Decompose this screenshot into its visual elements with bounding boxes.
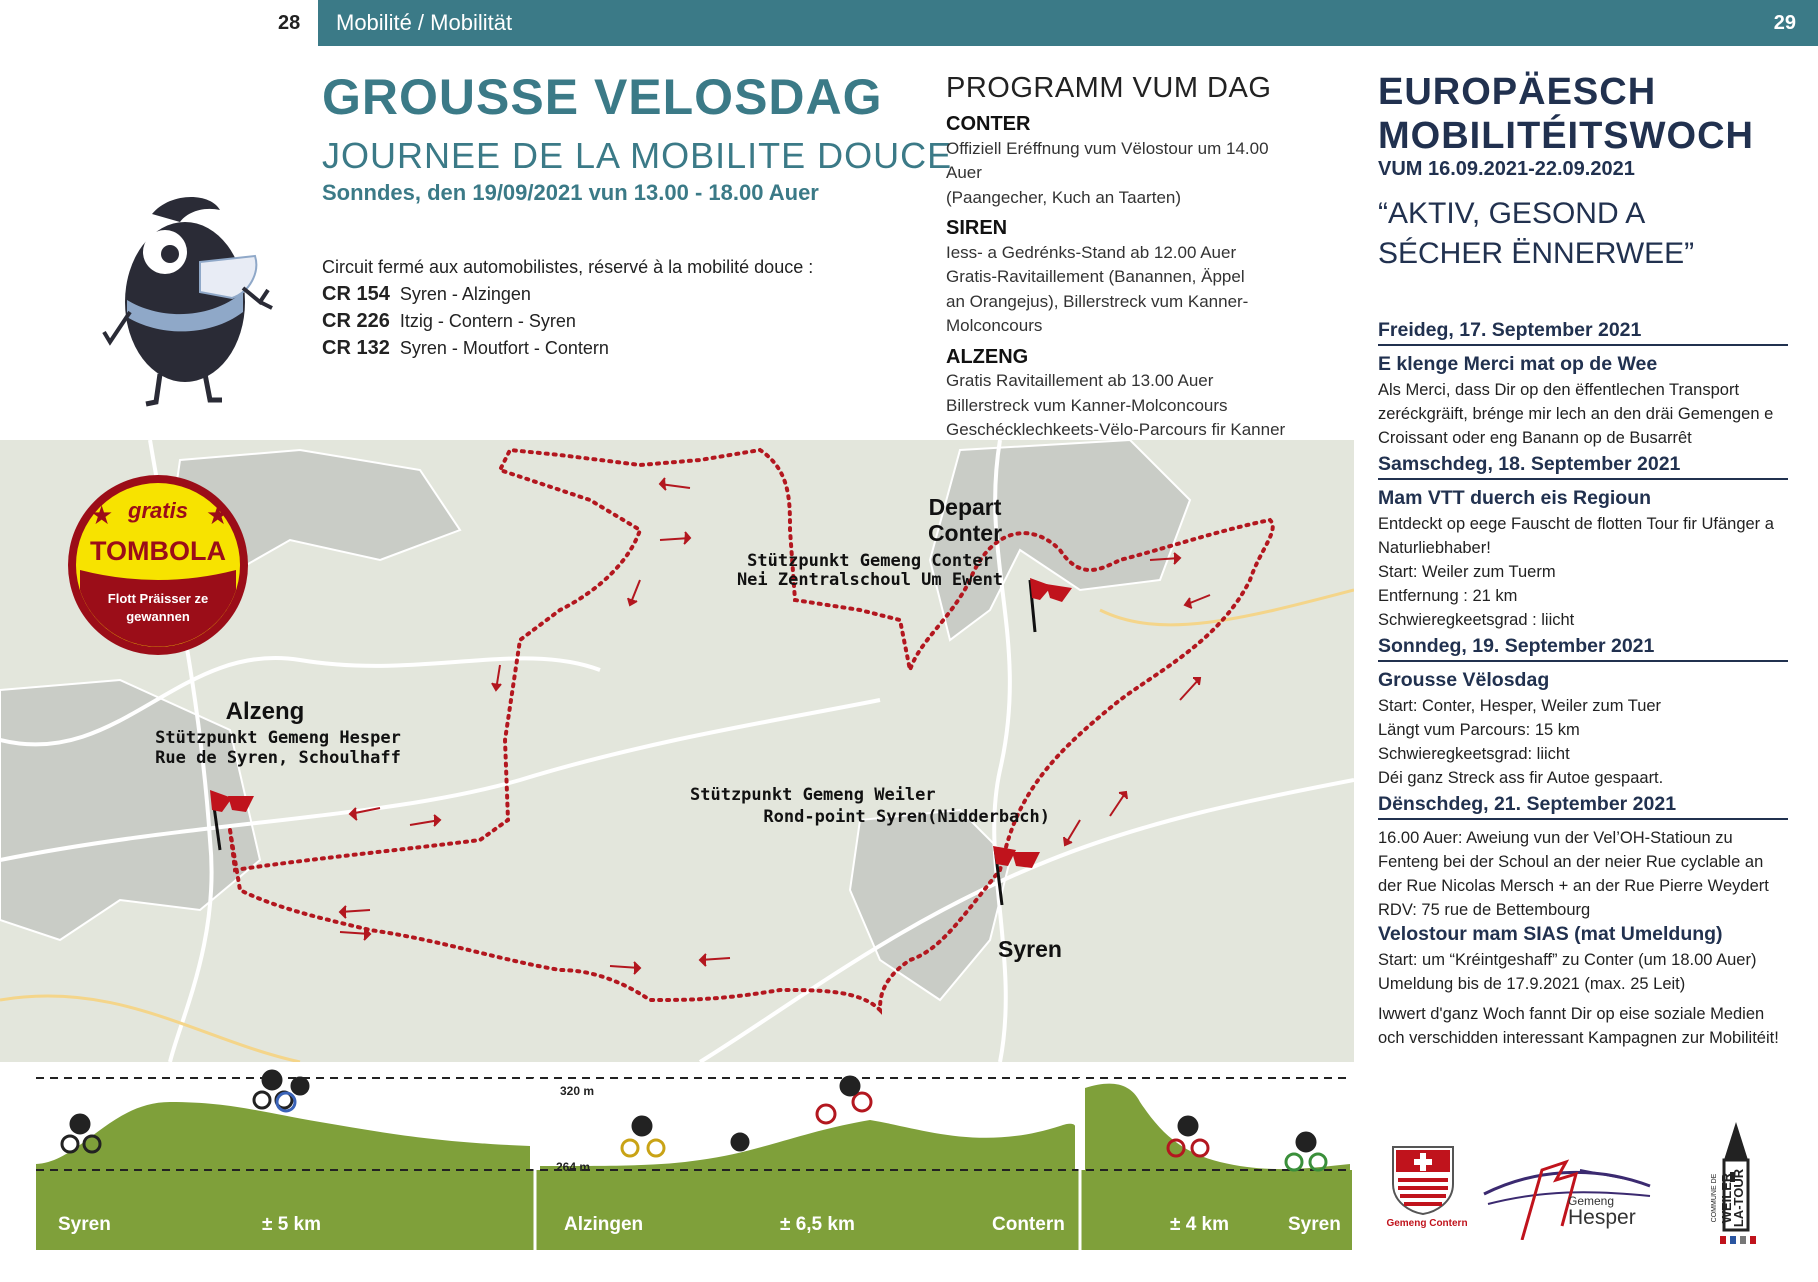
weiler-logo-line: WEILER <box>1719 1172 1734 1224</box>
label-syren: Syren <box>998 936 1062 962</box>
program-line: Offiziell Eréffnung vum Vëlostour um 14.00 Auer <box>946 138 1269 182</box>
event-title: Grousse Vëlosdag <box>1378 669 1550 691</box>
day-heading: Dënschdeg, 21. September 2021 <box>1378 792 1788 820</box>
label-depart-line: Conter <box>927 520 1003 546</box>
europe-heading <box>1378 70 1798 158</box>
route-map <box>0 440 1354 1062</box>
label-line: Rue de Syren, Schoulhaff <box>155 748 401 768</box>
logo-hesper <box>1482 1150 1662 1240</box>
day-heading: Freideg, 17. September 2021 <box>1378 318 1788 346</box>
programm-heading: PROGRAMM VUM DAG <box>946 72 1272 104</box>
route-item <box>322 335 813 362</box>
tombola-title: TOMBOLA <box>90 536 226 566</box>
europe-heading-line: MOBILITÉITSWOCH <box>1378 115 1754 157</box>
subtitle: JOURNEE DE LA MOBILITE DOUCE <box>322 135 953 176</box>
weiler-logo-text <box>1709 1143 1745 1253</box>
event-line: Déi ganz Streck ass fir Autoe gespaart. <box>1378 769 1664 787</box>
event-line: Fenteng bei der Schoul an der neier Rue cyclable an <box>1378 853 1764 871</box>
place-name: SIREN <box>946 217 1008 239</box>
program-line: Geschécklechkeets-Vëlo-Parcours fir Kanner <box>946 420 1286 439</box>
event-title: E klenge Merci mat op de Wee <box>1378 353 1658 375</box>
circuit-intro: Circuit fermé aux automobilistes, réservé à la mobilité douce : <box>322 257 814 277</box>
header-bar <box>0 0 1818 46</box>
star-icon: ★ <box>90 500 114 530</box>
route-path: Itzig - Contern - Syren <box>399 311 576 331</box>
program-line: Gratis Ravitaillement ab 13.00 Auer <box>946 371 1214 390</box>
hesper-logo-small: Gemeng <box>1568 1194 1615 1208</box>
circuit-info <box>322 254 813 362</box>
label-alzeng: Alzeng <box>225 698 305 725</box>
event-date: Sonndes, den 19/09/2021 vun 13.00 - 18.00 Auer <box>322 180 819 205</box>
profile-end: Contern <box>992 1214 1065 1235</box>
program-line: Molconcours <box>946 316 1043 335</box>
event-line: Umeldung bis de 17.9.2021 (max. 25 Leit) <box>1378 975 1686 993</box>
label-stutzpunkt-hesper <box>118 728 438 768</box>
tombola-sub-line: Flott Präisser ze <box>107 591 209 606</box>
event-line: Entdeckt op eege Fauscht de flotten Tour fir Ufänger a <box>1378 515 1774 533</box>
page-number-left: 28 <box>278 12 301 34</box>
label-depart-line: Depart <box>928 494 1002 520</box>
event-line: Längt vum Parcours: 15 km <box>1378 721 1580 739</box>
label-depart <box>900 494 1030 546</box>
profile-drawing <box>0 1062 1354 1282</box>
event-line: Start: um “Kréintgeshaff” zu Conter (um 18.00 Auer) <box>1378 951 1757 969</box>
logo-contern <box>1384 1144 1468 1244</box>
profile-start: Alzingen <box>564 1214 644 1235</box>
route-path: Syren - Moutfort - Contern <box>399 338 609 358</box>
event-title: Velostour mam SIAS (mat Umeldung) <box>1378 923 1723 945</box>
logo-weiler <box>1706 1120 1766 1250</box>
profile-start: Syren <box>58 1214 111 1235</box>
mascot-illustration <box>100 192 280 412</box>
altitude-high: 320 m <box>560 1084 595 1098</box>
event-line: Start: Conter, Hesper, Weiler zum Tuer <box>1378 697 1662 715</box>
route-code: CR 132 <box>322 337 390 359</box>
route-item <box>322 281 813 308</box>
tombola-gratis: gratis <box>128 498 188 523</box>
route-item <box>322 308 813 335</box>
europe-heading-line: EUROPÄESCH <box>1378 71 1657 113</box>
contern-crest-icon <box>1390 1144 1456 1216</box>
day-heading: Samschdeg, 18. September 2021 <box>1378 452 1788 480</box>
event-line: der Rue Nicolas Mersch + an der Rue Pierre Weydert <box>1378 877 1769 895</box>
day-heading: Sonndeg, 19. September 2021 <box>1378 634 1788 662</box>
section-title: Mobilité / Mobilität <box>336 10 513 35</box>
event-line: Entfernung : 21 km <box>1378 587 1518 605</box>
elevation-profile <box>0 1062 1354 1282</box>
weiler-logo-line: COMMUNE DE <box>1711 1173 1718 1223</box>
label-line: Stützpunkt Gemeng Hesper <box>155 728 401 748</box>
label-stutzpunkt-conter <box>700 552 1040 590</box>
contern-logo-text: Gemeng Contern <box>1386 1218 1468 1229</box>
profile-distance: ± 4 km <box>1170 1214 1230 1235</box>
event-line: Schwieregkeetsgrad : liicht <box>1378 611 1575 629</box>
page-number-right: 29 <box>1773 12 1796 34</box>
event-line: Als Merci, dass Dir op den ëffentlechen Transport <box>1378 381 1740 399</box>
place-name: ALZENG <box>946 345 1029 368</box>
weiler-logo-line: LA-TOUR <box>1731 1168 1746 1228</box>
event-line: RDV: 75 rue de Bettembourg <box>1378 901 1591 919</box>
star-icon: ★ <box>206 500 230 530</box>
hesper-logo-big: Hesper <box>1568 1206 1636 1229</box>
label-line: Rond-point Syren(Nidderbach) <box>763 807 1050 827</box>
route-code: CR 154 <box>322 283 390 305</box>
program-line: Billerstreck vum Kanner-Molconcours <box>946 395 1228 415</box>
altitude-low: 264 m <box>556 1160 591 1174</box>
tombola-sub <box>78 590 238 626</box>
quote-line: SÉCHER ËNNERWEE” <box>1378 237 1695 270</box>
event-line: 16.00 Auer: Aweiung vun der Vel’OH-Statioun zu <box>1378 829 1733 847</box>
tombola-sub-line: gewannen <box>126 609 190 624</box>
profile-distance: ± 5 km <box>262 1214 322 1235</box>
route-code: CR 226 <box>322 310 390 332</box>
programm-list <box>946 112 1306 443</box>
label-line: Stützpunkt Gemeng Conter <box>747 551 993 571</box>
label-stutzpunkt-weiler <box>690 784 1050 828</box>
program-line: Gratis-Ravitaillement (Banannen, Äppel <box>946 267 1245 286</box>
europe-quote <box>1378 194 1798 274</box>
main-title: GROUSSE VELOSDAG <box>322 69 883 125</box>
route-path: Syren - Alzingen <box>399 284 531 304</box>
event-line: Start: Weiler zum Tuerm <box>1378 563 1556 581</box>
events-list <box>1378 316 1788 1050</box>
quote-line: “AKTIV, GESOND A <box>1378 197 1646 230</box>
event-title: Mam VTT duerch eis Regioun <box>1378 487 1652 509</box>
label-line: Nei Zentralschoul Um Ewent <box>736 570 1004 590</box>
event-line: Schwieregkeetsgrad: liicht <box>1378 745 1570 763</box>
place-name: CONTER <box>946 113 1031 135</box>
europe-dates: VUM 16.09.2021-22.09.2021 <box>1378 158 1635 180</box>
event-line: Croissant oder eng Banann op de Busarrêt <box>1378 429 1692 447</box>
program-line: Iess- a Gedrénks-Stand ab 12.00 Auer <box>946 242 1237 262</box>
event-line: Iwwert d'ganz Woch fannt Dir op eise soziale Medien <box>1378 1005 1765 1023</box>
program-line: (Paangecher, Kuch an Taarten) <box>946 187 1182 207</box>
event-line: och verschidden interessant Kampagnen zur Mobilitéit! <box>1378 1029 1779 1047</box>
event-line: zeréckgräift, brénge mir lech an den dräi Gemengen e <box>1378 405 1774 423</box>
label-line: Stützpunkt Gemeng Weiler <box>690 785 936 805</box>
program-line: an Orangejus), Billerstreck vum Kanner- <box>946 291 1249 311</box>
profile-end: Syren <box>1288 1214 1341 1235</box>
profile-distance: ± 6,5 km <box>780 1214 855 1235</box>
event-line: Naturliebhaber! <box>1378 539 1491 557</box>
